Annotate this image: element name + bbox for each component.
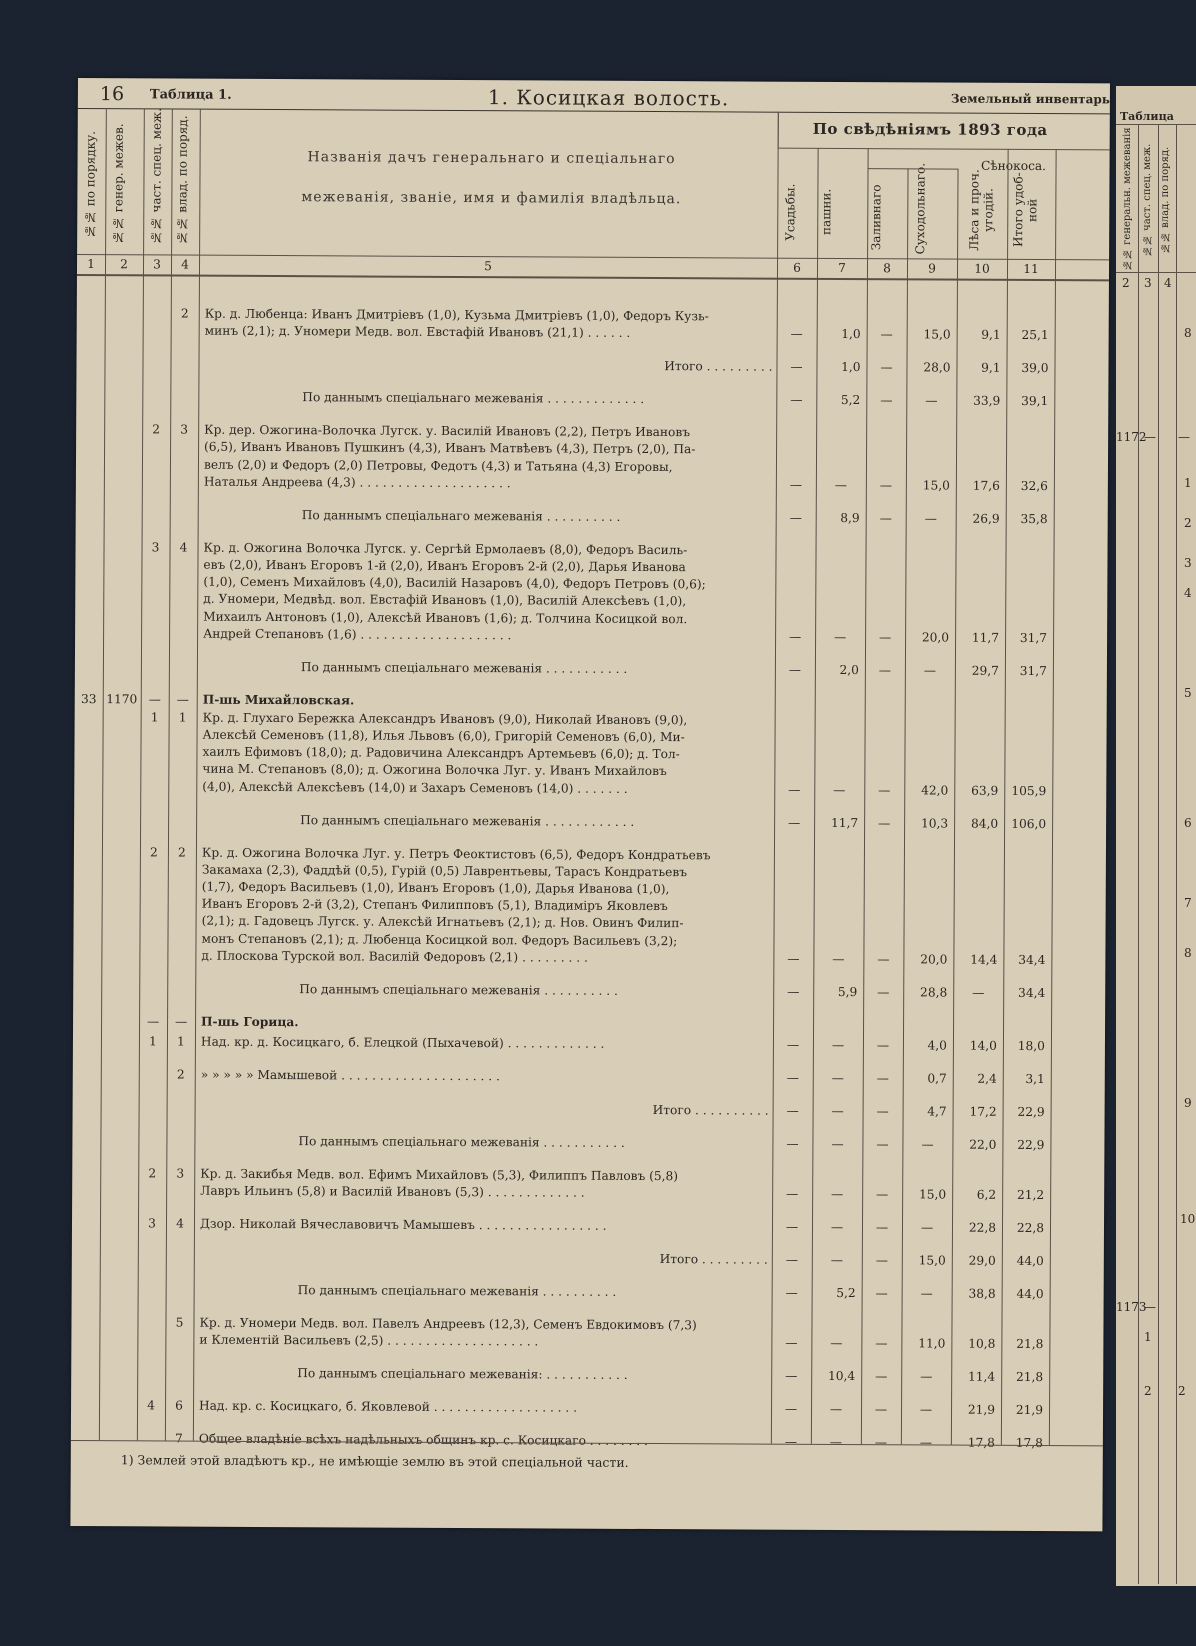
next-page-number: 3 (1184, 556, 1192, 570)
owner-number: 3 (176, 1166, 185, 1181)
value-cell: 18,0 (1017, 1038, 1045, 1053)
value-cell: — (920, 1220, 934, 1235)
value-cell: — (876, 1103, 889, 1119)
value-cell: 106,0 (1011, 816, 1047, 831)
column-number: 9 (928, 261, 936, 276)
section-heading: П-шь Михайловская. (202, 692, 355, 708)
total-label: Итого . . . . . . . . . (659, 1252, 768, 1267)
value-cell: 20,0 (921, 630, 950, 645)
col-header-pashni: пашни. (819, 188, 834, 236)
value-cell: — (832, 951, 845, 966)
value-cell: — (878, 662, 892, 678)
value-cell: 6,2 (976, 1187, 997, 1202)
entry-text-line: Общее владѣніе всѣхъ надѣльныхъ общинъ кр. с. Косицкаго . . . . . . . . (198, 1431, 648, 1449)
value-cell: — (830, 1252, 843, 1268)
value-cell: — (784, 1434, 797, 1449)
value-cell: 35,8 (1020, 511, 1048, 526)
value-cell: — (972, 985, 985, 1000)
value-cell: 10,3 (920, 816, 949, 831)
value-cell: — (785, 1285, 798, 1300)
value-cell: — (790, 392, 803, 407)
next-page-fragment (1116, 86, 1196, 1586)
general-number: 1170 (106, 691, 138, 707)
next-page-col-header: №№ генеральн. межеванія (1122, 127, 1133, 270)
value-cell: 11,7 (830, 815, 859, 830)
value-cell: — (876, 1136, 889, 1152)
value-cell: — (831, 1070, 844, 1085)
owner-number: — (174, 1014, 188, 1029)
owner-number: 1 (178, 710, 187, 725)
value-cell: 1,0 (841, 360, 861, 375)
value-cell: 33,9 (973, 393, 1001, 409)
inventory-title: Земельный инвентарь (950, 91, 1110, 107)
value-cell: 28,0 (923, 360, 951, 375)
value-cell: 15,0 (922, 478, 950, 493)
value-cell: 14,0 (969, 1038, 997, 1053)
value-cell: — (833, 629, 847, 644)
senokosa-rule (868, 168, 958, 169)
value-cell: 2,4 (977, 1071, 997, 1086)
value-cell: — (831, 1103, 844, 1118)
entry-text-line: д. Уномери, Медвѣд. вол. Евстафій Ивановъ (1,0), Василій Алексѣевъ (1,0), (203, 592, 687, 609)
value-cell: — (784, 1401, 798, 1416)
value-cell: 44,0 (1016, 1286, 1044, 1302)
entry-text-line: Кр. д. Уномери Медв. вол. Павелъ Андреевъ (12,3), Семенъ Евдокимовъ (7,3) (199, 1315, 697, 1333)
next-page-rule (1116, 124, 1196, 125)
column-number: 6 (793, 260, 801, 275)
owner-number: 7 (174, 1431, 183, 1446)
entry-text-line: (6,5), Иванъ Ивановъ Пушкинъ (4,3), Иванъ Матвѣевъ (4,3), Петръ (2,0), Па- (204, 440, 696, 457)
entry-text-line: (4,0), Алексѣй Алексѣевъ (14,0) и Захаръ Семеновъ (14,0) . . . . . . . (202, 779, 628, 796)
special-number: — (148, 692, 161, 707)
value-cell: — (831, 1136, 844, 1151)
next-page-number: 10 (1180, 1212, 1196, 1226)
value-cell: — (925, 393, 938, 408)
col-header-usadby: Усадьбы. (783, 183, 798, 241)
value-cell: — (880, 327, 893, 342)
value-cell: 44,0 (1016, 1253, 1044, 1269)
col-header-order: №№ по порядку. (83, 130, 98, 238)
value-cell: — (830, 1336, 843, 1351)
special-survey-label: По даннымъ спеціальнаго межеванія . . . . . . . . . . . . . (302, 390, 645, 407)
value-cell: — (831, 1186, 844, 1202)
special-survey-label: По даннымъ спеціальнаго межеванія . . . . . . . . . . . . (300, 812, 635, 829)
next-page-header-rule (1116, 272, 1196, 273)
owner-number: 6 (175, 1398, 183, 1413)
owner-number: 2 (178, 845, 186, 860)
entry-text-line: Лавръ Ильинъ (5,8) и Василій Ивановъ (5,3) . . . . . . . . . . . . . (200, 1183, 585, 1200)
value-cell: — (875, 1253, 888, 1268)
special-number: 2 (150, 844, 158, 860)
value-cell: — (879, 478, 893, 493)
value-cell: 42,0 (921, 783, 949, 798)
col-header-names-2: межеванія, званіе, имя и фамилія владѣльца. (301, 189, 682, 208)
entry-text-line: Кр. д. Ожогина Волочка Луг. у. Петръ Феоктистовъ (6,5), Федоръ Кондратьевъ (201, 845, 711, 862)
value-cell: — (876, 1070, 889, 1086)
value-cell: 63,9 (971, 783, 999, 798)
senokosa-header: Сѣнокоса. (980, 158, 1047, 174)
value-cell: — (919, 1435, 932, 1450)
volost-title: 1. Косицкая волость. (487, 85, 730, 111)
page-number: 16 (99, 83, 125, 106)
next-page-number: 2 (1144, 1384, 1152, 1398)
col-header-zalivnogo: Заливнаго (869, 184, 884, 251)
next-page-col-number: 2 (1122, 276, 1130, 290)
entry-text-line: и Клементій Васильевъ (2,5) . . . . . . . . . . . . . . . . . . . . (199, 1332, 539, 1349)
value-cell: — (924, 511, 937, 526)
next-page-col-number: 4 (1164, 276, 1172, 290)
special-number: 3 (151, 540, 160, 555)
value-cell: — (786, 1037, 800, 1052)
column-number: 4 (181, 257, 189, 272)
value-cell: — (787, 951, 800, 966)
value-cell: 1,0 (841, 327, 861, 342)
next-page-number: 5 (1184, 686, 1192, 700)
value-cell: — (875, 1220, 889, 1235)
value-cell: 31,7 (1019, 630, 1048, 645)
value-cell: — (834, 477, 848, 492)
value-cell: — (878, 629, 892, 645)
value-cell: — (785, 1368, 798, 1383)
value-cell: 25,1 (1021, 328, 1049, 343)
entry-text-line: Кр. дер. Ожогина-Волочка Лугск. у. Василій Ивановъ (2,2), Петръ Ивановъ (204, 422, 691, 440)
value-cell: — (878, 782, 891, 797)
entry-text-line: Над. кр. с. Косицкаго, б. Яковлевой . . . . . . . . . . . . . . . . . . . (199, 1398, 578, 1415)
value-cell: — (831, 1037, 845, 1052)
value-cell: — (785, 1335, 798, 1350)
value-cell: 21,8 (1016, 1370, 1044, 1385)
col-header-general: №№ генер. межев. (111, 123, 126, 245)
value-cell: — (877, 815, 891, 830)
next-page-number: 1173 (1116, 1300, 1147, 1314)
total-label: Итого . . . . . . . . . . (652, 1102, 769, 1118)
column-rule (1049, 149, 1057, 1445)
table-label: Таблица 1. (149, 87, 232, 103)
entry-text-line: (1,0), Семенъ Михайловъ (4,0), Василій Назаровъ (4,0), Федоръ Петровъ (0,6); (203, 574, 706, 592)
entry-text-line: Дзор. Николай Вячеславовичъ Мамышевъ . . . . . . . . . . . . . . . . . (199, 1216, 607, 1233)
next-page-number: — (1144, 1300, 1156, 1314)
special-survey-label: По даннымъ спеціальнаго межеванія . . . . . . . . . . (297, 1283, 617, 1299)
value-cell: — (786, 1186, 799, 1201)
owner-number: 4 (176, 1216, 184, 1231)
value-cell: 28,8 (920, 985, 948, 1000)
special-number: 1 (150, 710, 159, 725)
value-cell: 10,8 (968, 1336, 996, 1352)
next-page-title: Таблица (1120, 110, 1174, 123)
value-cell: — (786, 1136, 799, 1151)
value-cell: — (875, 1369, 888, 1384)
value-cell: 11,0 (918, 1336, 946, 1351)
owner-number: 3 (180, 422, 189, 437)
special-number: 1 (149, 1034, 157, 1049)
value-cell: 9,1 (981, 327, 1001, 343)
value-cell: — (880, 360, 893, 375)
column-number: 2 (120, 257, 128, 272)
owner-number: 5 (175, 1315, 184, 1330)
value-cell: — (785, 1252, 798, 1267)
footnote: 1) Землей этой владѣютъ кр., не имѣющіе землю въ этой спеціальной части. (120, 1452, 629, 1470)
special-number: — (146, 1014, 160, 1029)
value-cell: 17,8 (1015, 1436, 1043, 1451)
value-cell: 15,0 (918, 1187, 947, 1202)
next-page-number: 1 (1144, 1330, 1152, 1344)
col-header-owner: №№ влад. по поряд. (175, 115, 190, 245)
next-page-column-rule (1176, 124, 1177, 1584)
next-page-number: — (1144, 430, 1156, 444)
value-cell: 8,9 (840, 510, 860, 525)
value-cell: — (876, 1187, 889, 1202)
value-cell: — (787, 815, 801, 830)
value-cell: 17,6 (972, 478, 1000, 493)
value-cell: — (788, 629, 802, 644)
column-rule (165, 108, 173, 1440)
value-cell: — (876, 1037, 890, 1053)
column-number: 10 (974, 261, 990, 276)
value-cell: 21,2 (1016, 1187, 1045, 1203)
value-cell: — (788, 662, 802, 677)
value-cell: — (921, 1137, 934, 1152)
value-cell: 22,9 (1017, 1104, 1045, 1119)
value-cell: 5,2 (836, 1285, 856, 1301)
next-page-number: 7 (1184, 896, 1192, 910)
column-number: 1 (87, 257, 95, 272)
col-header-suhodolnogo: Суходольнаго. (913, 162, 928, 255)
value-cell: — (830, 1219, 844, 1235)
value-cell: — (875, 1336, 888, 1351)
next-page-number: — (1178, 430, 1190, 444)
value-cell: 39,1 (1021, 394, 1049, 409)
value-cell: 20,0 (920, 952, 948, 967)
value-cell: — (786, 1103, 799, 1118)
next-page-number: 8 (1184, 946, 1192, 960)
value-cell: 10,4 (828, 1369, 856, 1384)
table-grid (78, 78, 1110, 83)
special-number: 4 (147, 1398, 155, 1413)
value-cell: — (879, 511, 892, 526)
value-cell: — (829, 1402, 843, 1417)
value-cell: — (785, 1219, 799, 1234)
value-cell: 22,8 (968, 1220, 997, 1235)
value-cell: 5,9 (837, 984, 858, 999)
entry-text-line: Над. кр. д. Косицкаго, б. Елецкой (Пыхачевой) . . . . . . . . . . . . . (200, 1034, 605, 1051)
total-label: Итого . . . . . . . . . (664, 359, 773, 374)
col-header-special: №№ част. спец. меж. (149, 108, 164, 245)
special-number: 3 (148, 1216, 156, 1231)
entry-text-line: (1,7), Федоръ Васильевъ (1,0), Иванъ Егоровъ (1,0), Дарья Иванова (1,0), (201, 879, 670, 897)
value-cell: — (874, 1402, 888, 1417)
column-number: 11 (1023, 261, 1039, 277)
value-cell: 2,0 (839, 662, 859, 677)
col-header-itogo: Итого удоб-ной (1011, 172, 1040, 248)
value-cell: 4,0 (927, 1038, 947, 1053)
next-page-col-header: №№ част. спец. меж. (1142, 143, 1153, 257)
column-number: 7 (838, 260, 846, 276)
entry-text-line: д. Плоскова Турской вол. Василій Федоровъ (2,1) . . . . . . . . . (201, 948, 588, 965)
value-cell: — (919, 1402, 933, 1417)
value-cell: 32,6 (1020, 478, 1048, 493)
col-header-lesa: Лѣса и проч. угодій. (967, 168, 996, 251)
column-number: 5 (484, 259, 492, 274)
value-cell: — (920, 1369, 933, 1384)
entry-text-line: монъ Степановъ (2,1); д. Любенца Косицкой вол. Федоръ Васильевъ (3,2); (201, 931, 678, 948)
value-cell: 105,9 (1011, 783, 1047, 798)
owner-number: 2 (180, 306, 189, 321)
entry-text-line: Иванъ Егоровъ 2-й (3,2), Степанъ Филипповъ (5,1), Владиміръ Яковлевъ (201, 896, 668, 914)
special-survey-label: По даннымъ спеціальнаго межеванія . . . . . . . . . . . (300, 659, 628, 676)
value-cell: — (877, 984, 890, 1000)
value-cell: 21,9 (1015, 1403, 1044, 1418)
value-cell: 21,8 (1016, 1337, 1044, 1352)
next-page-column-rule (1138, 124, 1139, 1584)
value-cell: 22,9 (1017, 1137, 1045, 1152)
entry-text-line: Алексѣй Семеновъ (11,8), Илья Львовъ (6,0), Григорій Семеновъ (6,0), Ми- (202, 727, 685, 745)
value-cell: 29,0 (968, 1253, 996, 1268)
value-cell: 29,7 (971, 663, 999, 678)
entry-text-line: Кр. д. Глухаго Бережка Александръ Ивановъ (9,0), Николай Ивановъ (9,0), (202, 710, 688, 727)
value-cell: 22,0 (969, 1137, 997, 1152)
order-number: 33 (80, 691, 97, 706)
value-cell: — (787, 984, 800, 999)
value-cell: 15,0 (923, 327, 951, 342)
next-page-number: 4 (1184, 586, 1192, 600)
owner-number: 4 (179, 540, 188, 555)
value-cell: 11,7 (971, 630, 1000, 645)
next-page-number: 1 (1184, 476, 1192, 490)
value-cell: 4,7 (927, 1104, 947, 1119)
value-cell: 34,4 (1018, 985, 1046, 1000)
entry-text-line: велъ (2,0) и Федоръ (2,0) Петровы, Федотъ (4,3) и Татьяна (4,3) Егоровы, (203, 457, 673, 474)
owner-number: 2 (176, 1067, 185, 1082)
value-cell: 9,1 (981, 360, 1001, 376)
value-cell: — (788, 782, 801, 797)
svedeniya-rule (778, 148, 1110, 151)
entry-text-line: Кр. д. Закибья Медв. вол. Ефимъ Михайловъ (5,3), Филиппъ Павловъ (5,8) (200, 1166, 679, 1183)
column-rule (99, 108, 107, 1440)
value-cell: — (790, 326, 803, 341)
entry-text-line: Наталья Андреева (4,3) . . . . . . . . . . . . . . . . . . . . (203, 474, 511, 491)
value-cell: 84,0 (970, 816, 999, 831)
special-survey-label: По даннымъ спеціальнаго межеванія: . . . . . . . . . . . (297, 1366, 628, 1383)
next-page-number: 9 (1184, 1096, 1192, 1110)
value-cell: — (874, 1435, 887, 1450)
special-survey-label: По даннымъ спеціальнаго межеванія . . . . . . . . . . . (298, 1133, 625, 1150)
entry-text-line: Михаилъ Антоновъ (1,0), Алексѣй Ивановъ (1,6); д. Толчина Косицкой вол. (203, 609, 688, 626)
value-cell: 22,8 (1016, 1220, 1045, 1236)
value-cell: — (829, 1435, 842, 1450)
value-cell: — (920, 1286, 933, 1301)
owner-number: 1 (177, 1034, 185, 1049)
value-cell: 17,2 (969, 1104, 997, 1119)
special-number: 2 (152, 422, 161, 437)
entry-text-line: Кр. д. Ожогина Волочка Лугск. у. Сергѣй Ермолаевъ (8,0), Федоръ Василь- (203, 540, 688, 557)
value-cell: — (875, 1286, 888, 1301)
value-cell: — (880, 393, 893, 408)
next-page-number: 1172 (1116, 430, 1147, 444)
entry-text-line: » » » » » Мамышевой . . . . . . . . . . . . . . . . . . . . . (200, 1067, 500, 1084)
next-page-col-header: №№ влад. по поряд. (1160, 146, 1171, 254)
value-cell: — (789, 477, 803, 492)
col-header-names-1: Названія дачъ генеральнаго и спеціальнаго (307, 149, 676, 168)
next-page-number: 8 (1184, 326, 1192, 340)
value-cell: 15,0 (918, 1253, 946, 1268)
ledger-page (70, 78, 1110, 1531)
entry-text-line: Закамаха (2,3), Фаддѣй (0,5), Гурій (0,5) Лаврентьевы, Тарасъ Кондратьевъ (201, 862, 688, 879)
next-page-column-rule (1158, 124, 1159, 1584)
value-cell: — (923, 663, 937, 678)
value-cell: 11,4 (968, 1369, 996, 1385)
next-page-col-number: 3 (1144, 276, 1152, 290)
value-cell: 31,7 (1019, 663, 1047, 678)
next-page-number: 6 (1184, 816, 1192, 830)
value-cell: 17,8 (967, 1435, 995, 1451)
value-cell: 5,2 (840, 393, 861, 408)
entry-text-line: Андрей Степановъ (1,6) . . . . . . . . . . . . . . . . . . . . (203, 626, 512, 643)
entry-text-line: хаилъ Ефимовъ (18,0); д. Радовичина Александръ Артемьевъ (6,0); д. Тол- (202, 744, 680, 762)
value-cell: 21,9 (967, 1402, 996, 1418)
special-survey-label: По даннымъ спеціальнаго межеванія . . . . . . . . . . (299, 981, 618, 998)
value-cell: 39,0 (1021, 361, 1049, 376)
value-cell: — (789, 510, 802, 525)
value-cell: — (786, 1070, 799, 1085)
value-cell: 34,4 (1018, 952, 1046, 967)
owner-number: — (176, 692, 189, 707)
column-number: 8 (883, 261, 891, 276)
value-cell: — (833, 782, 846, 797)
value-cell: 3,1 (1025, 1071, 1045, 1086)
column-rule (778, 112, 779, 148)
value-cell: — (790, 359, 803, 374)
entry-text-line: евъ (2,0), Иванъ Егоровъ 1-й (2,0), Иванъ Егоровъ 2-й (2,0), Дарья Иванова (203, 557, 686, 575)
entry-text-line: (2,1); д. Гадовецъ Лугск. у. Алексѣй Игнатьевъ (2,1); д. Нов. Овинъ Филип- (201, 914, 684, 931)
value-cell: 38,8 (968, 1286, 996, 1301)
entry-text-line: Кр. д. Любенца: Иванъ Дмитріевъ (1,0), Кузьма Дмитріевъ (1,0), Федоръ Кузь- (204, 306, 709, 324)
section-heading: П-шь Горица. (201, 1014, 299, 1029)
value-cell: 26,9 (972, 511, 1000, 526)
value-cell: 14,4 (970, 952, 998, 967)
value-cell: — (877, 951, 890, 967)
column-rule (137, 108, 145, 1440)
entry-text-line: чина М. Степановъ (8,0); д. Ожогина Волочка Луг. у. Иванъ Михайловъ (202, 762, 667, 779)
entry-text-line: минъ (2,1); д. Уномери Медв. вол. Евстафій Ивановъ (21,1) . . . . . . (204, 323, 631, 341)
value-cell: 0,7 (927, 1071, 947, 1086)
svedeniya-header: По свѣдѣніямъ 1893 года (812, 119, 1048, 140)
column-number: 3 (153, 257, 161, 272)
special-survey-label: По даннымъ спеціальнаго межеванія . . . . . . . . . . (301, 507, 621, 524)
special-number: 2 (148, 1166, 157, 1181)
next-page-number: 2 (1184, 516, 1192, 530)
next-page-number: 2 (1178, 1384, 1186, 1398)
